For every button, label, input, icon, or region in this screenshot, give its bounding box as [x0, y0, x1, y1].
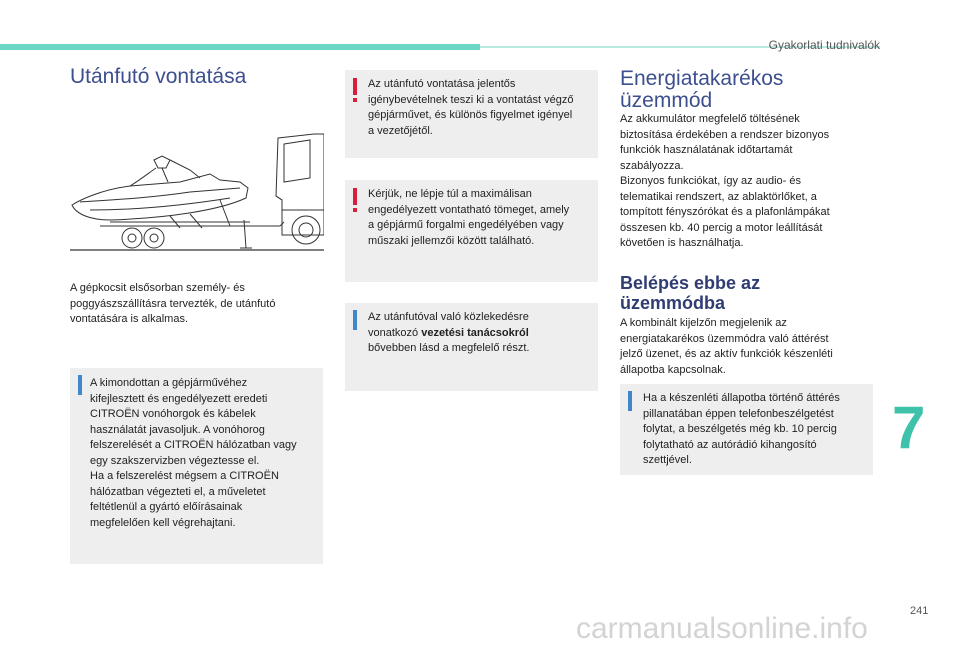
warning-box-mass-text: Kérjük, ne lépje túl a maximálisan engedélyezett vontatható tömeget, amely a gépjármű forgalmi engedélyében vagy műszaki jellemzői között található. [368, 188, 570, 247]
info-icon [78, 375, 82, 395]
info-box-phone-call [620, 384, 873, 475]
info-box-driving-advice [345, 303, 598, 391]
info-box-phone-call-text: Ha a készenléti állapotba történő áttérés pillanatában éppen telefonbeszélgetést folytat, a beszélgetés még kb. 10 percig folytatható az autórádió kihangosító szettjével. [643, 392, 840, 466]
chapter-number: 7 [892, 394, 926, 461]
info-box-towbar [70, 368, 323, 564]
warning-icon [353, 188, 357, 212]
page-title: Utánfutó vontatása [70, 65, 247, 88]
left-body-text: A gépkocsit elsősorban személy- és poggyászszállításra tervezték, de utánfutó vontatására is alkalmas. [70, 282, 276, 325]
section-title: Gyakorlati tudnivalók [768, 38, 880, 52]
warning-box-load [345, 70, 598, 158]
warning-box-load-text: Az utánfutó vontatása jelentős igénybevételnek teszi ki a vontatást végző gépjárművet, és különös figyelmet igényel a vezetőjétől. [368, 78, 574, 137]
mode-entry-body: A kombinált kijelzőn megjelenik az energiatakarékos üzemmódra való áttérést jelző üzenet, és az aktív funkciók készenléti állapotba kapcsolnak. [620, 317, 833, 376]
info-icon [353, 310, 357, 330]
warning-icon [353, 78, 357, 102]
energy-saving-body: Az akkumulátor megfelelő töltésének biztosítása érdekében a rendszer bizonyos funkciók használatának időtartamát szabályozza. Bizonyos funkciókat, így az audio- és telematikai rendszert, az ablaktörlőket, a tompított fényszórókat és a plafonlámpákat összesen kb. 40 percig a motor leállítását követően is használhatja. [620, 113, 830, 249]
page-number: 241 [910, 605, 929, 617]
mode-entry-subtitle: Belépés ebbe az üzemmódba [620, 273, 761, 313]
watermark-text: carmanualsonline.info [576, 612, 868, 645]
warning-box-mass [345, 180, 598, 282]
info-box-driving-advice-text: Az utánfutóval való közlekedésre vonatkozó vezetési tanácsokról bővebben lásd a megfelelő részt. [368, 311, 530, 354]
energy-saving-title: Energiatakarékos üzemmód [620, 67, 784, 112]
info-icon [628, 391, 632, 411]
header-accent-bar [0, 44, 480, 50]
trailer-illustration [70, 130, 324, 260]
info-box-towbar-text: A kimondottan a gépjárművéhez kifejlesztett és engedélyezett eredeti CITROËN vonóhorgok és kábelek használatát javasoljuk. A vonóhorog felszerelését a CITROËN hálózatban vagy egy szakszervizben végeztesse el. Ha a felszerelést mégsem a CITROËN hálózatban végezteti el, a műveletet feltétlenül a gyártó előírásainak megfelelően kell végrehajtani. [90, 377, 297, 529]
